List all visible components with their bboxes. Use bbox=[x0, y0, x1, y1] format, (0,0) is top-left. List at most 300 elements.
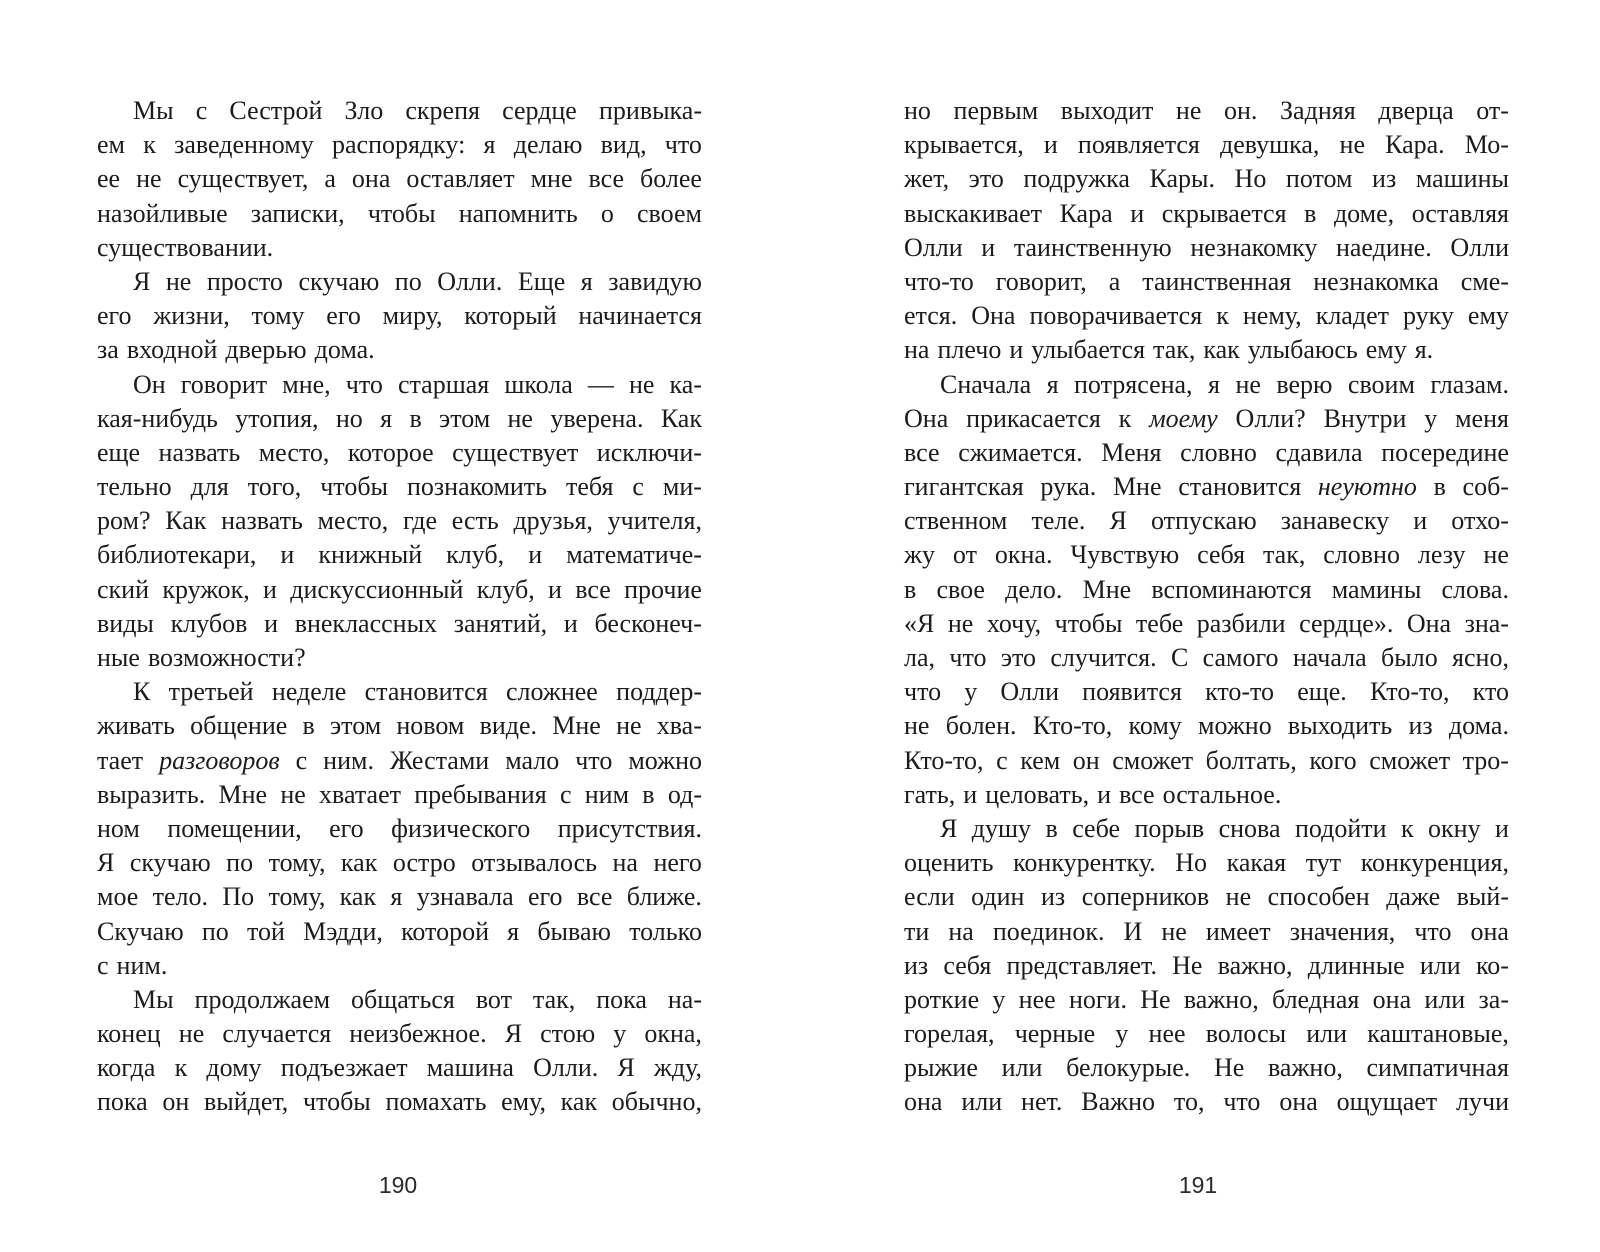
word: привыка- bbox=[598, 96, 702, 125]
word: целовать, bbox=[985, 779, 1090, 809]
word: ственном bbox=[904, 506, 1008, 536]
word: не bbox=[280, 779, 306, 809]
word: девушка, bbox=[1219, 130, 1320, 160]
word: Как bbox=[660, 403, 702, 433]
word: назвать bbox=[158, 437, 241, 467]
text-line bbox=[97, 231, 702, 265]
word: помещении, bbox=[167, 813, 302, 843]
word: сердце». bbox=[1299, 608, 1394, 638]
word: тельно bbox=[97, 472, 172, 502]
word: вспоминаются bbox=[1151, 574, 1312, 604]
word: снова bbox=[1218, 813, 1281, 843]
word: Мне bbox=[1112, 472, 1162, 502]
word: третьей bbox=[168, 677, 254, 707]
word: я. bbox=[1414, 335, 1434, 365]
word: в bbox=[642, 779, 655, 809]
word: Я bbox=[504, 1019, 523, 1049]
word: а bbox=[1108, 266, 1121, 296]
text-line bbox=[904, 470, 1509, 504]
word: Зло bbox=[344, 96, 384, 125]
word: К bbox=[133, 677, 151, 707]
word: к bbox=[1400, 813, 1414, 843]
text-line bbox=[97, 504, 702, 538]
word: все bbox=[576, 882, 613, 912]
word: клуб, bbox=[476, 574, 535, 604]
word: возможности? bbox=[147, 643, 306, 672]
word: «Я bbox=[904, 608, 935, 638]
word: что bbox=[664, 130, 702, 160]
word: сдавила bbox=[1275, 437, 1363, 467]
word: Мы bbox=[133, 96, 174, 125]
word: школа bbox=[504, 369, 573, 399]
text-line bbox=[904, 915, 1509, 949]
word: тут bbox=[1305, 848, 1342, 878]
word: и bbox=[1043, 130, 1058, 160]
word: оставляет bbox=[406, 164, 515, 194]
word: о bbox=[600, 198, 614, 228]
word: ные bbox=[97, 643, 140, 672]
word: и bbox=[1413, 506, 1428, 536]
word: по bbox=[201, 916, 229, 946]
word: более bbox=[640, 164, 702, 194]
word: с bbox=[97, 950, 109, 980]
word: у bbox=[613, 1019, 627, 1049]
word: можно bbox=[628, 745, 702, 775]
text-line bbox=[97, 538, 702, 572]
word: из bbox=[1041, 882, 1066, 912]
word: то, bbox=[1173, 1087, 1205, 1117]
word: виды bbox=[97, 608, 154, 638]
word: клубов bbox=[170, 608, 248, 638]
word: так, bbox=[1153, 335, 1196, 365]
word: сложнее bbox=[506, 677, 598, 707]
word: болтать, bbox=[1205, 745, 1297, 775]
word: ка- bbox=[669, 369, 702, 399]
word: этом bbox=[330, 711, 382, 741]
text-line bbox=[904, 436, 1509, 470]
word: Кто-то, bbox=[1032, 711, 1113, 741]
text-line bbox=[97, 709, 702, 743]
text-line bbox=[97, 607, 702, 641]
word: кем bbox=[1020, 745, 1061, 775]
text-line bbox=[97, 675, 702, 709]
word: Еще bbox=[517, 266, 566, 296]
word: что bbox=[904, 677, 942, 707]
word: представляет. bbox=[1006, 950, 1157, 980]
word: место, bbox=[258, 437, 330, 467]
word: незнакомка bbox=[1313, 266, 1439, 296]
word: окна. bbox=[994, 540, 1053, 570]
word: длинные bbox=[1307, 950, 1405, 980]
text-line bbox=[97, 880, 702, 914]
word: поддер- bbox=[616, 677, 702, 707]
word: с bbox=[195, 96, 208, 125]
text-line bbox=[97, 470, 702, 504]
word: можно bbox=[1198, 711, 1272, 741]
word: есть bbox=[451, 506, 499, 536]
word: роткие bbox=[904, 984, 980, 1014]
word: ним bbox=[584, 779, 630, 809]
word: каштановые, bbox=[1367, 1019, 1509, 1049]
word: отзывалось bbox=[471, 848, 597, 878]
word: отхо- bbox=[1451, 506, 1509, 536]
word: и bbox=[263, 574, 277, 604]
word: хва- bbox=[656, 711, 702, 741]
word: Она bbox=[971, 301, 1016, 331]
word: таинственную bbox=[1013, 232, 1172, 262]
word: бледная bbox=[1271, 984, 1360, 1014]
word: Олли. bbox=[533, 1053, 599, 1083]
text-line bbox=[97, 1017, 702, 1051]
word: вый- bbox=[1456, 882, 1509, 912]
word: остро bbox=[392, 848, 456, 878]
word: Не bbox=[1172, 950, 1203, 980]
word: Кары. bbox=[1149, 164, 1215, 194]
word: у bbox=[992, 984, 1006, 1014]
word: крывается, bbox=[904, 130, 1024, 160]
word: где bbox=[402, 506, 438, 536]
text-line bbox=[904, 402, 1509, 436]
word: сможет bbox=[1369, 745, 1451, 775]
word: Олли? bbox=[1235, 403, 1306, 433]
word: кто bbox=[1472, 677, 1509, 707]
text-line bbox=[97, 778, 702, 812]
word: она bbox=[1470, 916, 1509, 946]
word: исключи- bbox=[596, 437, 702, 467]
word: его bbox=[97, 301, 132, 331]
word: болен. bbox=[945, 711, 1017, 741]
word: я bbox=[390, 882, 403, 912]
word: распорядку: bbox=[331, 130, 466, 160]
text-line bbox=[97, 1051, 702, 1085]
word: конкурентку. bbox=[1013, 848, 1156, 878]
word: меня bbox=[1455, 403, 1509, 433]
word: окна, bbox=[644, 1019, 702, 1049]
word: потрясена, bbox=[1074, 369, 1193, 399]
word: стою bbox=[540, 1019, 596, 1049]
word: из bbox=[904, 950, 929, 980]
word: чтобы bbox=[367, 198, 436, 228]
word: так, bbox=[1262, 540, 1306, 570]
word: не bbox=[947, 608, 974, 638]
word: бываю bbox=[537, 916, 611, 946]
word: соперников bbox=[1081, 882, 1210, 912]
word: я bbox=[380, 403, 393, 433]
word: в bbox=[904, 574, 917, 604]
word: или bbox=[1424, 984, 1466, 1014]
word: слова. bbox=[1441, 574, 1509, 604]
word: было bbox=[1381, 643, 1438, 672]
word: один bbox=[971, 882, 1025, 912]
word: дверца bbox=[1378, 96, 1454, 125]
word: появляется bbox=[1077, 130, 1200, 160]
text-line bbox=[97, 1085, 702, 1119]
word: к bbox=[1216, 301, 1229, 331]
word: я bbox=[1046, 369, 1059, 399]
word: того, bbox=[247, 472, 302, 502]
word: за bbox=[97, 335, 119, 365]
word: хочу, bbox=[986, 608, 1042, 638]
word: все bbox=[1119, 779, 1155, 809]
word: в bbox=[409, 403, 422, 433]
word: важно, bbox=[1217, 950, 1293, 980]
word: начинается bbox=[578, 301, 702, 331]
word: не bbox=[1235, 369, 1261, 399]
word: для bbox=[190, 472, 229, 502]
word: подъезжает bbox=[280, 1053, 408, 1083]
word: не bbox=[1339, 130, 1365, 160]
word: случится. bbox=[1050, 643, 1157, 672]
word: еще bbox=[97, 437, 141, 467]
word: заведенному bbox=[174, 130, 314, 160]
word: ем bbox=[97, 130, 125, 160]
word: и bbox=[1097, 779, 1112, 809]
word: жу bbox=[904, 540, 935, 570]
word: мое bbox=[97, 882, 139, 912]
word: и bbox=[280, 540, 295, 570]
word: тро- bbox=[1462, 745, 1509, 775]
word: как bbox=[340, 848, 378, 878]
text-line bbox=[97, 812, 702, 846]
word: становится bbox=[1178, 472, 1302, 502]
word: пока bbox=[97, 1087, 148, 1117]
word: в bbox=[1045, 813, 1058, 843]
text-line bbox=[97, 983, 702, 1017]
word: математиче- bbox=[566, 540, 702, 570]
word: на bbox=[612, 848, 638, 878]
word: улыбается bbox=[1031, 335, 1146, 365]
word: просто bbox=[206, 266, 283, 296]
word: к bbox=[1118, 403, 1132, 433]
text-line bbox=[904, 538, 1509, 572]
word: ноги. bbox=[1068, 984, 1127, 1014]
word: себе bbox=[1072, 813, 1121, 843]
word: Мэдди, bbox=[303, 916, 383, 946]
word: теле. bbox=[1031, 506, 1086, 536]
text-line bbox=[904, 641, 1509, 675]
word: существовании. bbox=[97, 232, 274, 262]
text-line bbox=[97, 333, 702, 367]
right-page bbox=[800, 0, 1600, 1252]
word: с bbox=[996, 745, 1008, 775]
word: и bbox=[528, 540, 543, 570]
word: белокурые. bbox=[1066, 1053, 1191, 1083]
word: только bbox=[629, 916, 702, 946]
word: скучаю bbox=[129, 848, 211, 878]
word: соб- bbox=[1462, 472, 1509, 502]
word: из bbox=[1372, 164, 1397, 194]
text-line bbox=[904, 607, 1509, 641]
text-line bbox=[904, 1051, 1509, 1085]
word: Кто-то, bbox=[1369, 677, 1450, 707]
word: дело. bbox=[1005, 574, 1063, 604]
word: я bbox=[1208, 369, 1220, 399]
word: кому bbox=[1128, 711, 1182, 741]
word: таинственная bbox=[1142, 266, 1292, 296]
word: потом bbox=[1285, 164, 1353, 194]
word: Я bbox=[617, 1053, 635, 1083]
word: жду, bbox=[653, 1053, 702, 1083]
word: ла, bbox=[904, 643, 936, 672]
text-line bbox=[904, 709, 1509, 743]
word: наедине. bbox=[1335, 232, 1432, 262]
word: жет, bbox=[904, 164, 950, 194]
word: не bbox=[616, 711, 642, 741]
word: из bbox=[1408, 711, 1433, 741]
word: выходить bbox=[1287, 711, 1393, 741]
text-line bbox=[97, 915, 702, 949]
word: прочие bbox=[624, 574, 702, 604]
word: занятий, bbox=[453, 608, 548, 638]
word: или bbox=[1306, 1019, 1348, 1049]
word: чтобы bbox=[1054, 608, 1123, 638]
word: рыжие bbox=[904, 1053, 978, 1083]
word: Как bbox=[165, 506, 207, 536]
word: важно, bbox=[1183, 984, 1259, 1014]
word: душу bbox=[971, 813, 1032, 843]
word: ним. bbox=[116, 950, 168, 980]
text-line bbox=[97, 265, 702, 299]
word: руку bbox=[1402, 301, 1454, 331]
word: неделе bbox=[271, 677, 347, 707]
word: что-то bbox=[904, 266, 974, 296]
word: и bbox=[563, 608, 578, 638]
word: Важно bbox=[1081, 1087, 1156, 1117]
word: важно, bbox=[1267, 1053, 1343, 1083]
word: словно bbox=[1180, 437, 1257, 467]
word: учителя, bbox=[607, 506, 702, 536]
word: нему, bbox=[1242, 301, 1302, 331]
word: не bbox=[1225, 882, 1252, 912]
word: лучи bbox=[1456, 1087, 1509, 1117]
word: По bbox=[222, 882, 255, 912]
text-line bbox=[904, 880, 1509, 914]
word: познакомить bbox=[406, 472, 548, 502]
word: подойти bbox=[1294, 813, 1387, 843]
word: сердце bbox=[502, 96, 577, 125]
word: ее bbox=[97, 164, 121, 194]
word: по bbox=[226, 848, 254, 878]
word: от- bbox=[1476, 96, 1509, 125]
word: Он bbox=[133, 369, 166, 399]
word: если bbox=[904, 882, 955, 912]
word: вид, bbox=[600, 130, 647, 160]
word: значения, bbox=[1289, 916, 1396, 946]
word: а bbox=[324, 164, 336, 194]
text-line bbox=[904, 675, 1509, 709]
word: новом bbox=[396, 711, 465, 741]
word: мамины bbox=[1331, 574, 1422, 604]
word: ется. bbox=[904, 301, 958, 331]
word: тело. bbox=[152, 882, 209, 912]
word: Мо- bbox=[1464, 130, 1509, 160]
text-line bbox=[97, 641, 702, 675]
word: я bbox=[507, 916, 520, 946]
word: ему bbox=[1467, 301, 1509, 331]
word: Олли bbox=[904, 232, 963, 262]
word: уверена. bbox=[550, 403, 644, 433]
text-line bbox=[97, 197, 702, 231]
word: своем bbox=[637, 198, 702, 228]
word: С bbox=[1170, 643, 1189, 672]
word: симпатичная bbox=[1366, 1053, 1509, 1083]
word: Жестами bbox=[389, 745, 490, 775]
word: словно bbox=[1323, 540, 1400, 570]
text-line bbox=[904, 812, 1509, 846]
word: он bbox=[1072, 745, 1100, 775]
word: глазам. bbox=[1430, 369, 1509, 399]
word: Кара bbox=[1059, 198, 1113, 228]
text-line bbox=[904, 162, 1509, 196]
word: и bbox=[264, 608, 278, 638]
word: хватает bbox=[319, 779, 401, 809]
word: Мне bbox=[552, 711, 601, 741]
word: я bbox=[580, 266, 593, 296]
text-line bbox=[904, 778, 1509, 812]
word: свое bbox=[936, 574, 985, 604]
word: Я bbox=[1109, 506, 1127, 536]
word: все bbox=[575, 574, 611, 604]
word: не bbox=[1483, 540, 1509, 570]
word: Чувствую bbox=[1070, 540, 1180, 570]
text-line bbox=[97, 402, 702, 436]
word: все bbox=[904, 437, 940, 467]
word: гать, bbox=[904, 779, 956, 809]
word: на- bbox=[667, 984, 702, 1014]
word: записки, bbox=[250, 198, 345, 228]
text-line bbox=[904, 368, 1509, 402]
word: И bbox=[1123, 916, 1143, 946]
word: подружка bbox=[1023, 164, 1130, 194]
word: машина bbox=[426, 1053, 514, 1083]
word: скрывается bbox=[1161, 198, 1287, 228]
word: как bbox=[339, 882, 377, 912]
word: выразить. bbox=[97, 779, 206, 809]
word: незнакомку bbox=[1190, 232, 1318, 262]
word: ему bbox=[1365, 335, 1407, 365]
word: с bbox=[295, 745, 308, 775]
word: себя bbox=[943, 950, 992, 980]
left-page-number: 190 bbox=[378, 1172, 418, 1198]
word: оставляя bbox=[1411, 198, 1509, 228]
word: это bbox=[1000, 643, 1037, 672]
word: на bbox=[904, 335, 930, 365]
text-line bbox=[904, 573, 1509, 607]
word: дома. bbox=[314, 335, 375, 365]
word: самого bbox=[1202, 643, 1279, 672]
word: даже bbox=[1386, 882, 1441, 912]
word: ближе. bbox=[626, 882, 702, 912]
right-page-number: 191 bbox=[1178, 1172, 1218, 1198]
word: ский bbox=[97, 574, 149, 604]
word: присутствия. bbox=[557, 813, 702, 843]
word: машины bbox=[1415, 164, 1509, 194]
text-line bbox=[97, 949, 702, 983]
left-page-text bbox=[97, 94, 702, 1120]
word: Я bbox=[133, 266, 151, 296]
word: не bbox=[507, 403, 533, 433]
word: по bbox=[394, 266, 422, 296]
word: мало bbox=[505, 745, 560, 775]
word: и bbox=[548, 574, 562, 604]
word: к bbox=[174, 1053, 188, 1083]
word: себя bbox=[1197, 540, 1246, 570]
word: друзья, bbox=[513, 506, 593, 536]
word: чтобы bbox=[302, 1087, 371, 1117]
word: тает bbox=[97, 745, 144, 775]
text-line bbox=[904, 504, 1509, 538]
word: выходит bbox=[1060, 96, 1154, 125]
